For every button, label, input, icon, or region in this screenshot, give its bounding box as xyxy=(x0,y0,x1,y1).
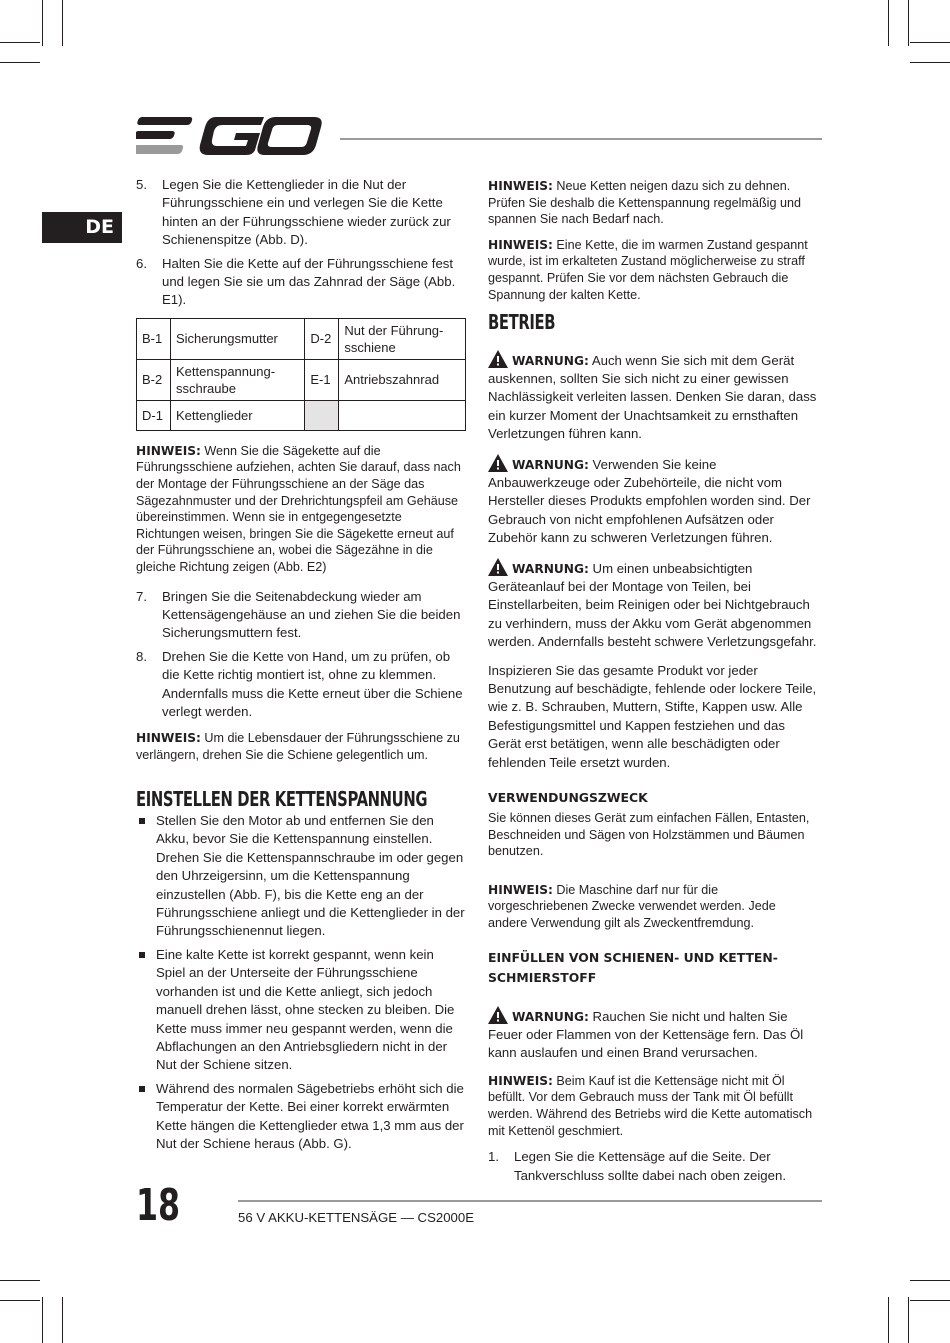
table-cell: Sicherungsmutter xyxy=(171,318,305,359)
bullet-item xyxy=(136,1080,466,1154)
note-text: Beim Kauf ist die Kettensäge nicht mit Öl befüllt. Vor dem Gebrauch muss der Tank mit Öl befüllt werden. Während des Betriebs wird die Kette automatisch mit Kettenöl geschmiert. xyxy=(488,1073,813,1138)
section-heading: BETRIEB xyxy=(488,310,556,335)
table-cell: B-1 xyxy=(137,318,171,359)
warning xyxy=(488,558,818,652)
warning-label: WARNUNG: xyxy=(512,1009,589,1024)
note xyxy=(488,1073,818,1139)
header-rule xyxy=(340,138,822,140)
list-text: Halten Sie die Kette auf der Führungsschiene fest und legen Sie sie um das Zahnrad der Säge (Abb. E1). xyxy=(162,255,456,308)
ego-logo xyxy=(136,114,322,158)
left-column xyxy=(136,176,466,1158)
warning-text: Verwenden Sie keine Anbauwerkzeuge oder Zubehörteile, die nicht vom Hersteller dieses Produkts empfohlen worden sind. Der Gebrauch von nicht empfohlenen Aufsätzen oder Zubehör kann zu schweren Verletzungen führen. xyxy=(488,456,811,546)
list-item xyxy=(136,176,466,250)
crop-mark xyxy=(910,42,950,43)
crop-mark xyxy=(42,0,43,46)
note-label: HINWEIS: xyxy=(488,882,553,897)
table-cell: B-2 xyxy=(137,359,171,400)
bullet-text: Stellen Sie den Motor ab und entfernen Sie den Akku, bevor Sie die Kettenspannung einstellen. Drehen Sie die Kettenspannschraube im oder gegen den Uhrzeigersinn, um die Kettenspannung einzustellen (Abb. F), bis die Kette eng an der Führungsschiene anliegt und die Kettenglieder in der Führungsschienennut liegen. xyxy=(156,813,465,939)
warning-icon xyxy=(488,1006,508,1024)
language-tab: DE xyxy=(42,212,122,243)
footer-rule xyxy=(238,1200,822,1202)
right-column xyxy=(488,176,818,1190)
parts-table xyxy=(136,318,466,431)
list-item xyxy=(136,255,466,310)
warning xyxy=(488,350,818,444)
warning-icon xyxy=(488,454,508,472)
bullet-square xyxy=(139,1086,145,1092)
crop-mark xyxy=(910,62,950,63)
crop-mark xyxy=(888,0,889,46)
table-cell xyxy=(305,400,339,430)
bullet-item xyxy=(136,946,466,1075)
note-text: Die Maschine darf nur für die vorgeschriebenen Zwecke verwendet werden. Jede andere Verwendung gilt als Zweckentfremdung. xyxy=(488,882,776,931)
table-cell: Kettenglieder xyxy=(171,400,305,430)
crop-mark xyxy=(0,62,40,63)
table-cell: Antriebszahnrad xyxy=(339,359,466,400)
list-item xyxy=(488,1148,818,1185)
subsection-heading: EINFÜLLEN VON SCHIENEN- UND KETTEN-SCHMIERSTOFF xyxy=(488,949,778,985)
note xyxy=(136,730,466,763)
crop-mark xyxy=(910,1280,950,1281)
crop-mark xyxy=(62,0,63,46)
note xyxy=(136,443,466,576)
list-text: Legen Sie die Kettensäge auf die Seite. Der Tankverschluss sollte dabei nach oben zeigen. xyxy=(514,1149,786,1183)
crop-mark xyxy=(0,1300,40,1301)
warning-label: WARNUNG: xyxy=(512,457,589,472)
purpose-text: Sie können dieses Gerät zum einfachen Fällen, Entasten, Beschneiden und Sägen von Holzstämmen und Bäumen benutzen. xyxy=(488,811,810,859)
table-cell: Nut der Führung-sschiene xyxy=(339,318,466,359)
warning xyxy=(488,1006,818,1063)
list-number: 5. xyxy=(136,177,147,192)
note-text: Wenn Sie die Sägekette auf die Führungsschiene aufziehen, achten Sie darauf, dass nach der Montage der Führungsschiene an der Säge das Sägezahnmuster und der Drehrichtungspfeil am Gehäuse übereinstimmen. Wenn sie in entgegengesetzte Richtungen weisen, bringen Sie die Sägekette erneut auf der Führungsschiene an, wobei die Sägezähne in die gleiche Richtung zeigen (Abb. E2) xyxy=(136,443,461,574)
warning-text: Rauchen Sie nicht und halten Sie Feuer oder Flammen von der Kettensäge fern. Das Öl kann auslaufen und einen Brand verursachen. xyxy=(488,1008,804,1061)
table-cell: E-1 xyxy=(305,359,339,400)
list-number: 6. xyxy=(136,255,147,271)
list-text: Drehen Sie die Kette von Hand, um zu prüfen, ob die Kette richtig montiert ist, ohne zu klemmen. Andernfalls muss die Kette erneut über die Schiene verlegt werden. xyxy=(162,648,463,720)
table-row xyxy=(137,359,466,400)
footer-title: 56 V AKKU-KETTENSÄGE — CS2000E xyxy=(238,1210,475,1225)
table-cell: D-2 xyxy=(305,318,339,359)
warning-text: Auch wenn Sie sich mit dem Gerät auskennen, sollten Sie sich nicht zu einer gewissen Nachlässigkeit verleiten lassen. Denken Sie daran, dass ein kurzer Moment der Unachtsamkeit zu ernsthaften Verletzungen führen kann. xyxy=(488,352,817,442)
warning-label: WARNUNG: xyxy=(512,561,589,576)
list-text: Legen Sie die Kettenglieder in die Nut der Führungsschiene ein und verlegen Sie die Kette hinten an der Führungsschiene wieder zurück zur Schienenspitze (Abb. D). xyxy=(162,177,451,248)
note xyxy=(488,237,818,303)
note-label: HINWEIS: xyxy=(488,179,553,193)
warning-icon xyxy=(488,350,508,368)
table-cell: D-1 xyxy=(137,400,171,430)
crop-mark xyxy=(0,1280,40,1281)
list-text: Bringen Sie die Seitenabdeckung wieder am Kettensägengehäuse an und ziehen Sie die beiden Sicherungsmuttern fest. xyxy=(162,588,461,641)
note-text: Neue Ketten neigen dazu sich zu dehnen. Prüfen Sie deshalb die Kettenspannung regelmäßig und spannen Sie nach Bedarf nach. xyxy=(488,179,801,227)
warning-label: WARNUNG: xyxy=(512,353,589,368)
table-row xyxy=(137,318,466,359)
table-cell: Kettenspannung-sschraube xyxy=(171,359,305,400)
bullet-text: Während des normalen Sägebetriebs erhöht sich die Temperatur der Kette. Bei einer korrekt erwärmten Kette hängen die Kettenglieder etwa 1,3 mm aus der Nut der Schiene heraus (Abb. G). xyxy=(156,1080,464,1151)
note-text: Um die Lebensdauer der Führungsschiene zu verlängern, drehen Sie die Schiene gelegentlich um. xyxy=(136,731,460,763)
warning xyxy=(488,454,818,548)
note-text: Eine Kette, die im warmen Zustand gespannt wurde, ist im erkalteten Zustand möglicherweise zu straff gespannt. Prüfen Sie vor dem nächsten Gebrauch die Spannung der kalten Kette. xyxy=(488,237,808,302)
bullet-item xyxy=(136,812,466,941)
note-label: HINWEIS: xyxy=(136,443,201,458)
crop-mark xyxy=(910,1300,950,1301)
bullet-square xyxy=(139,818,145,824)
note-label: HINWEIS: xyxy=(136,731,201,746)
warning-text: Um einen unbeabsichtigten Geräteanlauf bei der Montage von Teilen, bei Einstellarbeiten, beim Reinigen oder bei Nichtgebrauch zu verhindern, muss der Akku vom Gerät abgenommen werden. Andernfalls besteht schwere Verletzungsgefahr. xyxy=(488,560,817,650)
table-row xyxy=(137,400,466,430)
crop-mark xyxy=(0,42,40,43)
section-heading: EINSTELLEN DER KETTENSPANNUNG xyxy=(136,786,428,811)
bullet-square xyxy=(139,952,145,958)
note xyxy=(488,882,818,932)
crop-mark xyxy=(908,0,909,46)
list-number: 7. xyxy=(136,588,147,604)
warning-icon xyxy=(488,558,508,576)
crop-mark xyxy=(62,1297,63,1343)
crop-mark xyxy=(42,1297,43,1343)
list-item xyxy=(136,588,466,643)
inspect-paragraph: Inspizieren Sie das gesamte Produkt vor jeder Benutzung auf beschädigte, fehlende oder lockere Teile, wie z. B. Schrauben, Muttern, Stifte, Kappen usw. Alle Befestigungsmittel und Kappen festziehen und das Gerät erst betätigen, wenn alle beschädigten oder fehlenden Teile ersetzt wurden. xyxy=(488,662,817,770)
note-label: HINWEIS: xyxy=(488,1073,553,1088)
list-number: 8. xyxy=(136,648,147,664)
page-number: 18 xyxy=(136,1180,181,1231)
bullet-text: Eine kalte Kette ist korrekt gespannt, wenn kein Spiel an der Unterseite der Führungsschiene vorhanden ist und die Kette anliegt, sich jedoch manuell drehen lässt, ohne stecken zu bleiben. Die Kette muss immer neu gespannt werden, wenn die Abflachungen an den Antriebsgliedern nicht in der Nut der Schiene sitzen. xyxy=(156,946,455,1073)
subsection-heading: VERWENDUNGSZWECK xyxy=(488,790,648,806)
note-label: HINWEIS: xyxy=(488,237,553,252)
crop-mark xyxy=(908,1297,909,1343)
table-cell xyxy=(339,400,466,430)
list-number: 1. xyxy=(488,1149,499,1165)
note xyxy=(488,178,818,228)
crop-mark xyxy=(888,1297,889,1343)
list-item xyxy=(136,648,466,722)
